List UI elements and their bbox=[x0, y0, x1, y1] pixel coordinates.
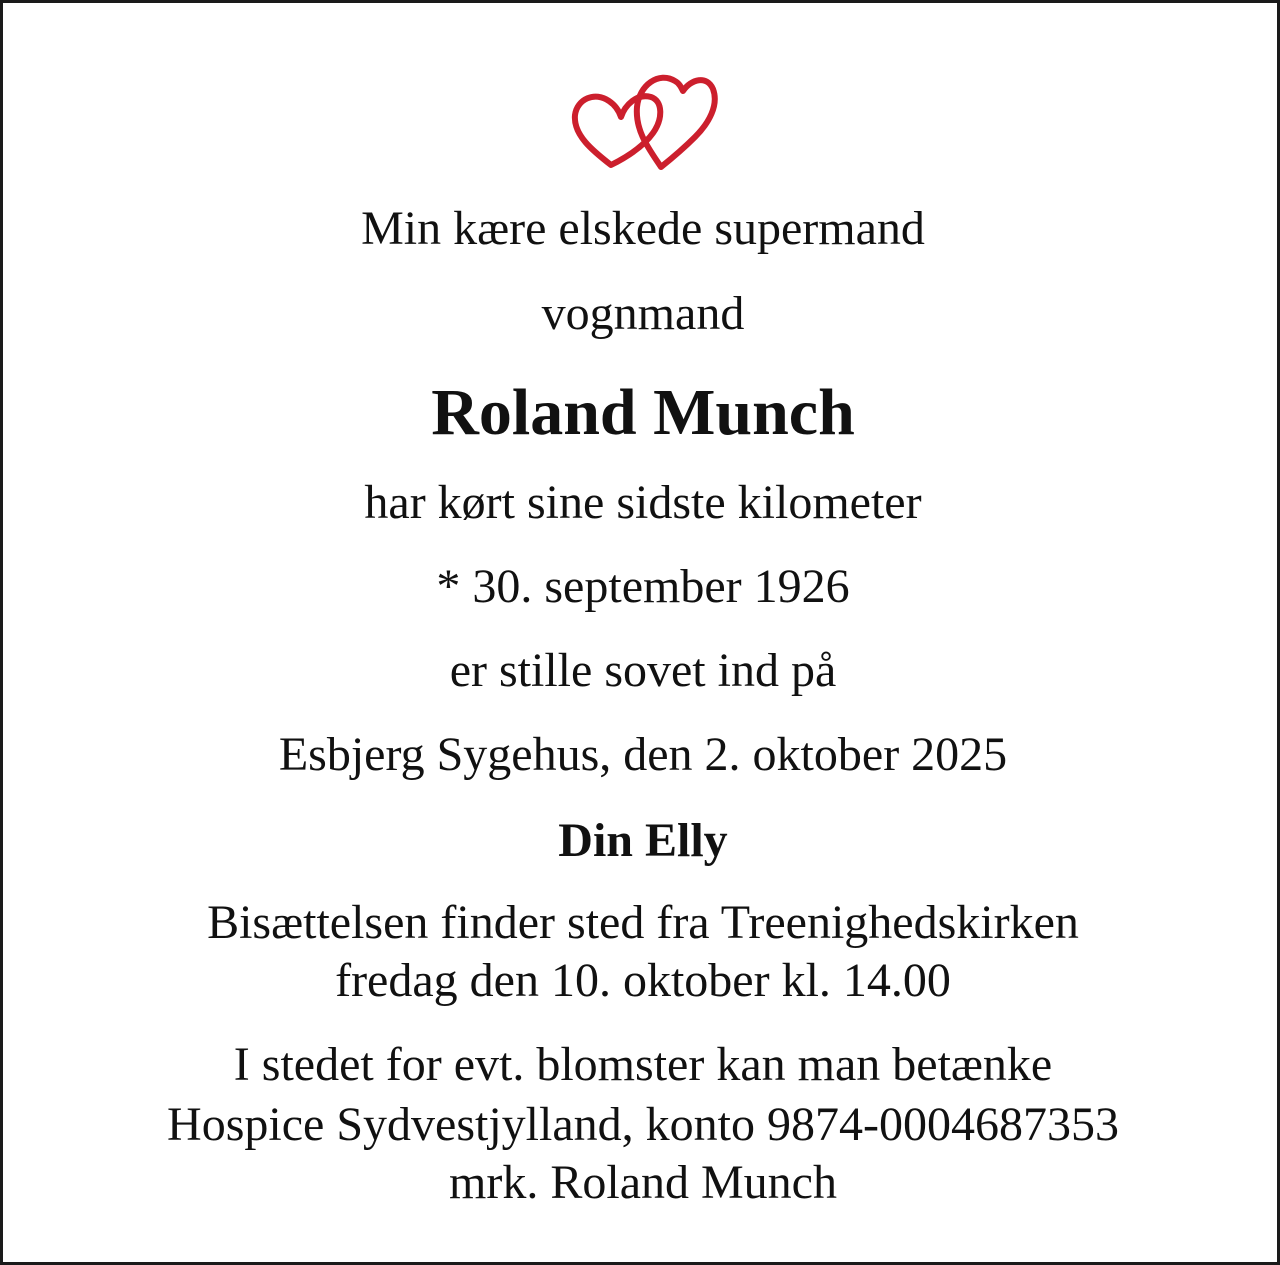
funeral-line-2: fredag den 10. oktober kl. 14.00 bbox=[335, 954, 951, 1007]
donation-line-3: mrk. Roland Munch bbox=[449, 1156, 837, 1209]
two-interlocked-hearts-icon bbox=[563, 63, 723, 178]
intro-line-1: Min kære elskede supermand bbox=[361, 202, 925, 255]
signature: Din Elly bbox=[558, 814, 728, 867]
right-heart-outline bbox=[637, 78, 715, 167]
asleep-line: er stille sovet ind på bbox=[449, 644, 837, 697]
donation-line-2: Hospice Sydvestjylland, konto 9874-0004687353 bbox=[167, 1098, 1119, 1151]
donation-line-1: I stedet for evt. blomster kan man betænke bbox=[233, 1038, 1053, 1091]
place-and-date: Esbjerg Sygehus, den 2. oktober 2025 bbox=[278, 728, 1008, 781]
intro-line-2: vognmand bbox=[541, 287, 745, 340]
birth-date: * 30. september 1926 bbox=[436, 560, 850, 613]
left-heart-outline bbox=[575, 96, 660, 165]
deceased-name: Roland Munch bbox=[431, 376, 855, 449]
kilometer-line: har kørt sine sidste kilometer bbox=[364, 476, 922, 529]
funeral-line-1: Bisættelsen finder sted fra Treenighedskirken bbox=[207, 896, 1079, 949]
